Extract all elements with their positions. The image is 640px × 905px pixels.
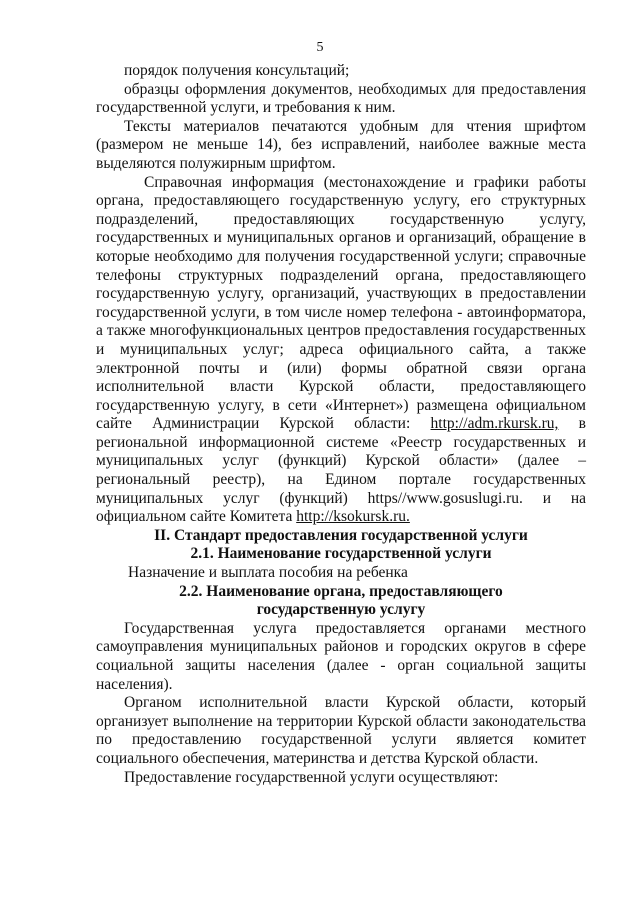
reference-text-middle: в региональной информационной системе «Реестр государственных и муниципальных услуг (функций) Курской области» (далее – региональный реестр), на Едином портале государственных муниципальных услуг (функций) https//www.gosuslugi.ru. и на официальном сайте Комитета [96, 415, 586, 526]
page-number: 5 [316, 40, 324, 55]
list-item-document-samples: образцы оформления документов, необходимых для предоставления государственной услуги, и требования к ним. [96, 80, 586, 117]
subsection-2-1-title: 2.1. Наименование государственной услуги [190, 545, 492, 563]
paragraph-reference-info [96, 174, 586, 527]
reference-text-start: Справочная информация (местонахождение и графики работы органа, предоставляющего государственную услугу, его структурных подразделений, предоставляющих государственную услугу, государственных и муниципальных органов и организаций, обращение в которые необходимо для получения государственной услуги; справочные телефоны структурных подразделений органа, предоставляющего государственную услугу, организаций, участвующих в предоставлении государственной услуги, в том числе номер телефона - автоинформатора, а также многофункциональных центров предоставления государственных и муниципальных услуг; адреса официального сайта, а также электронной почты и (или) формы обратной связи органа исполнительной власти Курской области, предоставляющего государственную услугу, в сети «Интернет») размещена официальном сайте Администрации Курской области: [96, 173, 586, 433]
section-2-title: II. Стандарт предоставления государственной услуги [154, 526, 528, 544]
link-ksokursk[interactable]: http://ksokursk.ru. [296, 508, 410, 526]
link-adm-rkursk[interactable]: http://adm.rkursk.ru, [430, 415, 559, 433]
paragraph-provision: Предоставление государственной услуги осуществляют: [124, 768, 499, 786]
subsection-2-2-title-line1: 2.2. Наименование органа, предоставляющего [179, 582, 503, 600]
paragraph-executive-body: Органом исполнительной власти Курской области, который организует выполнение на территории Курской области законодательства по предоставлению государственной услуги является комитет социального обеспечения, материнства и детства Курской области. [96, 694, 586, 767]
paragraph-fonts: Тексты материалов печатаются удобным для чтения шрифтом (размером не меньше 14), без исправлений, наиболее важные места выделяются полужирным шрифтом. [96, 117, 586, 172]
service-name: Назначение и выплата пособия на ребенка [128, 564, 408, 582]
subsection-2-2-title [96, 583, 586, 620]
subsection-2-2-title-line2: государственную услугу [256, 601, 426, 619]
paragraph-service-provider: Государственная услуга предоставляется органами местного самоуправления муниципальных районов и городских округов в сфере социальной защиты населения (далее - орган социальной защиты населения). [96, 619, 586, 693]
list-item-consultations: порядок получения консультаций; [124, 62, 350, 79]
document-body [96, 62, 586, 787]
